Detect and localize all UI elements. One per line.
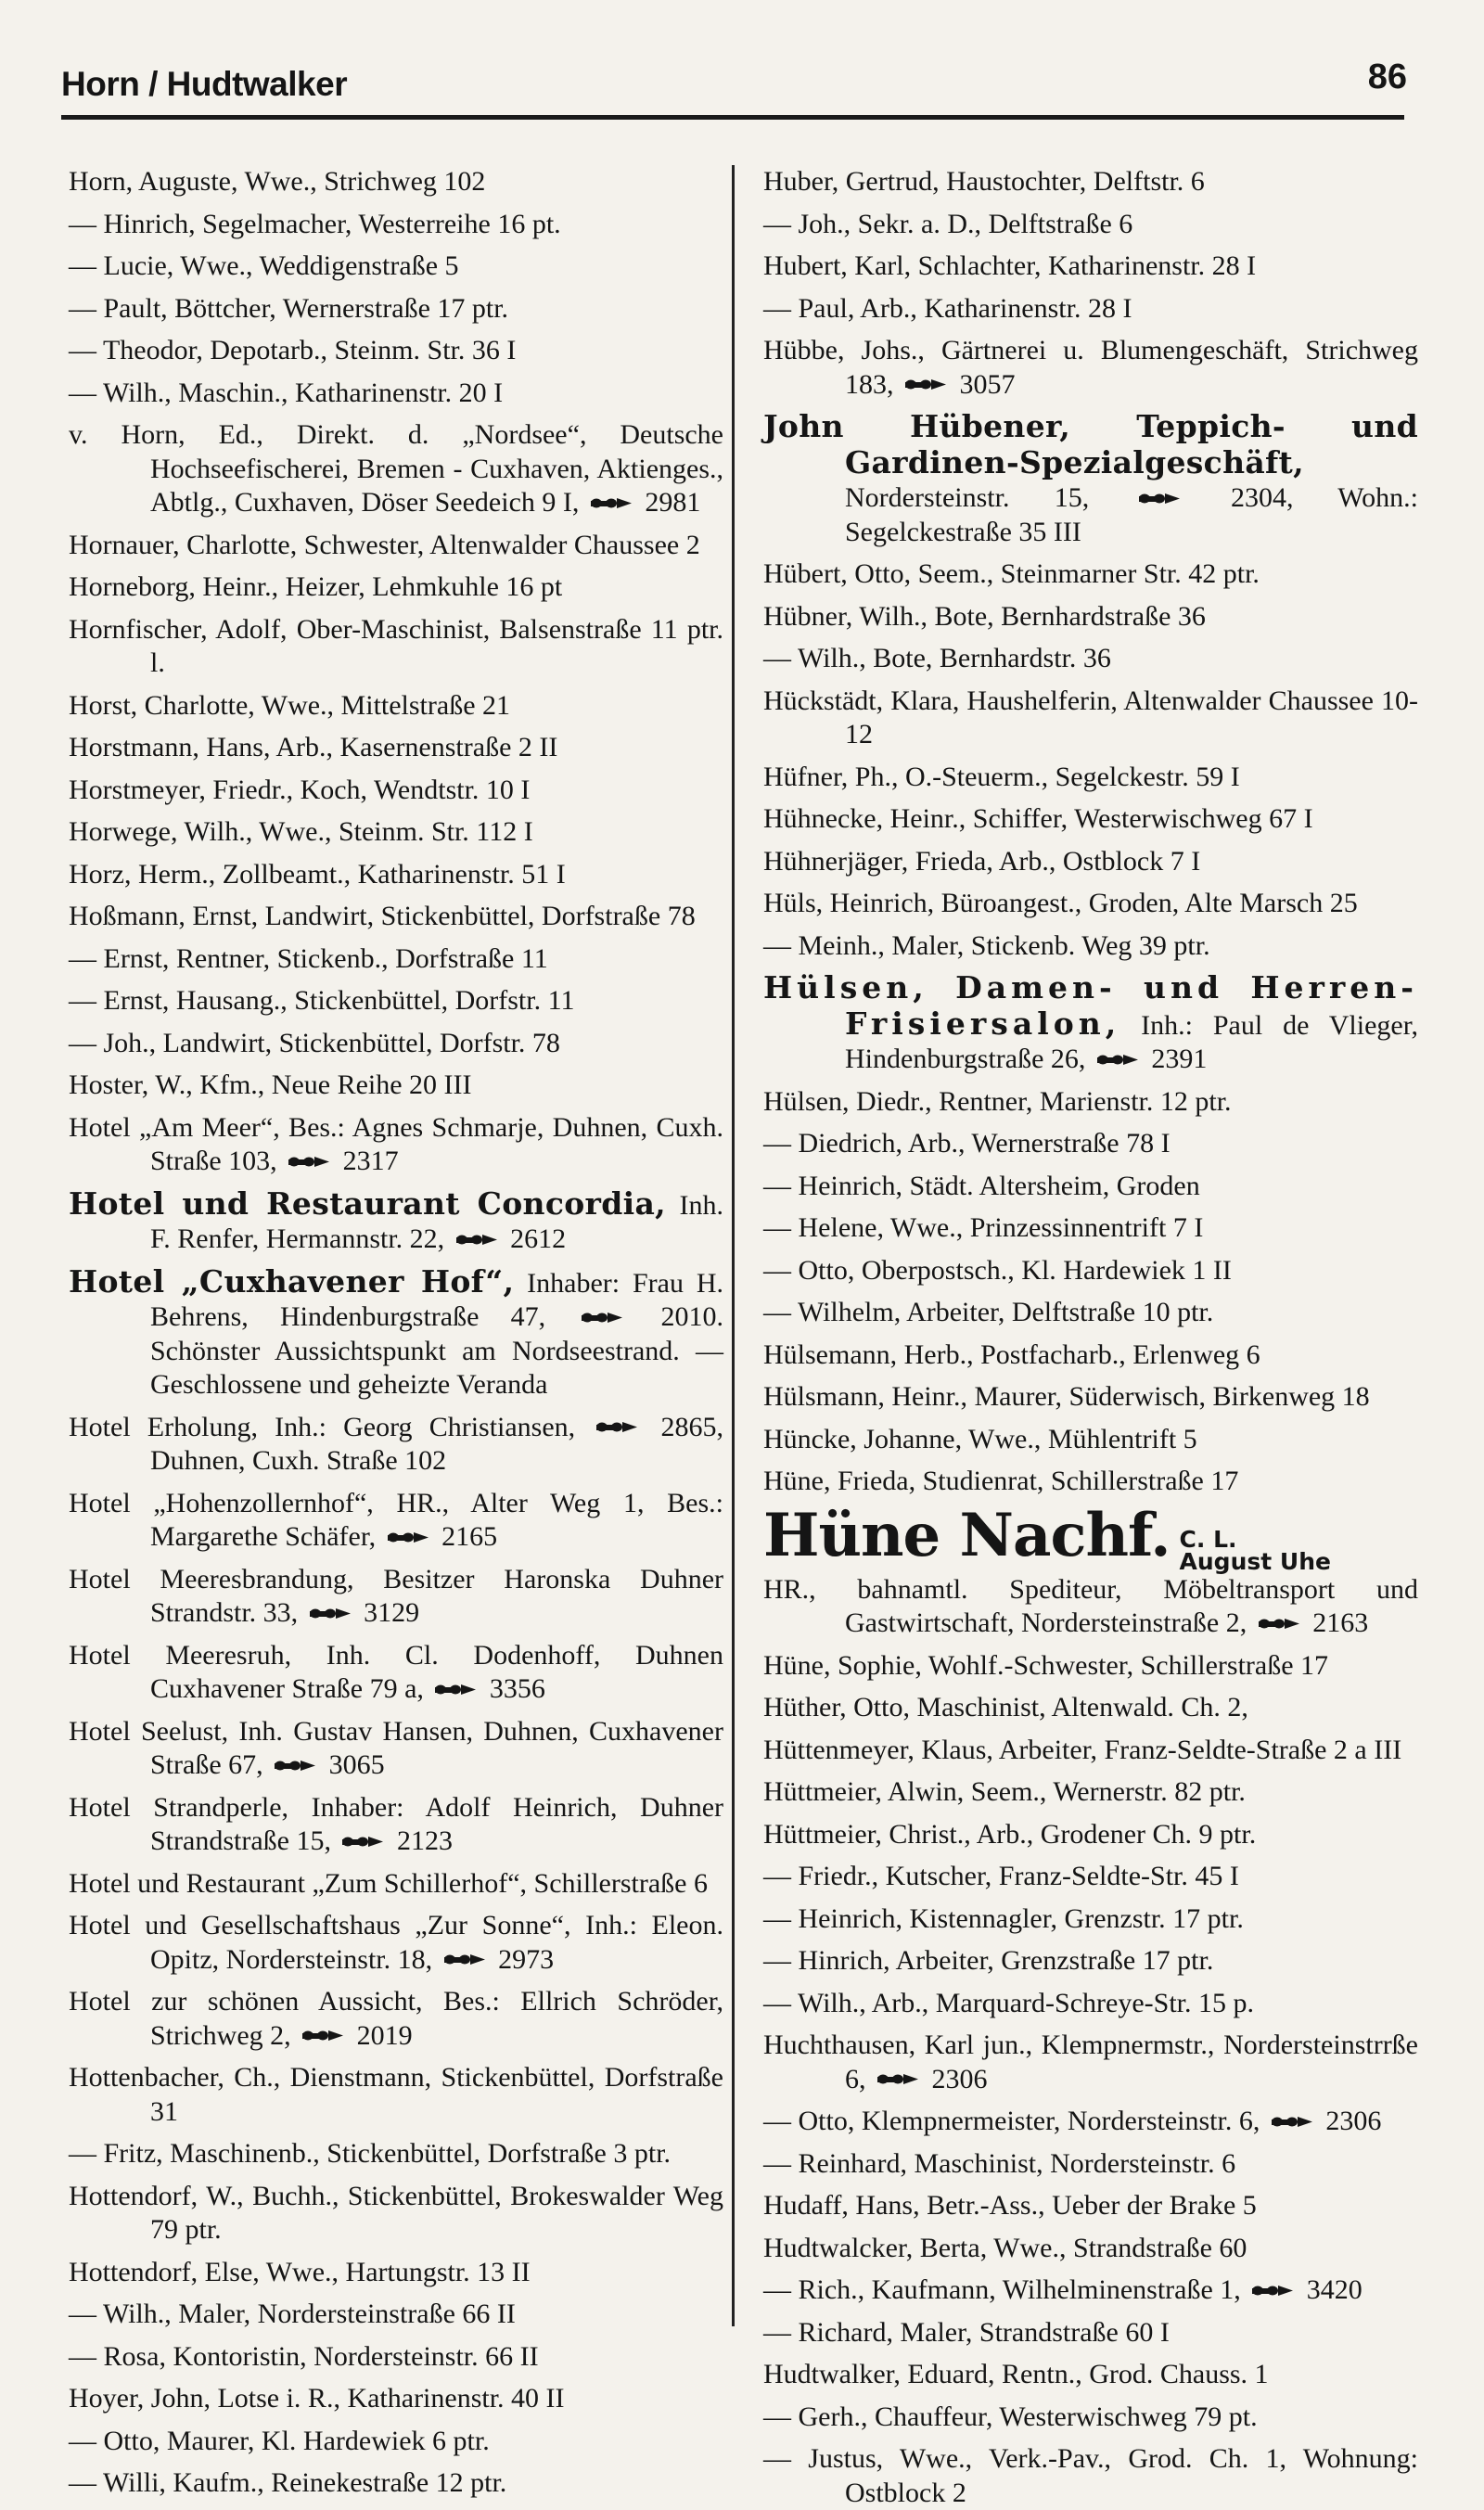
telephone-icon [876, 2073, 919, 2085]
directory-entry: Hüls, Heinrich, Büroangest., Groden, Alte Marsch 25 [763, 888, 1358, 918]
telephone-icon [288, 1156, 330, 1168]
directory-entry: Hotel Meeresruh, Inh. Cl. Dodenhoff, Duhnen Cuxhavener Straße 79 a, 3356 [69, 1639, 723, 1704]
directory-entry: Hübner, Wilh., Bote, Bernhardstraße 36 [763, 600, 1206, 632]
right-column [763, 165, 1418, 2510]
directory-entry: — Wilh., Bote, Bernhardstr. 36 [763, 643, 1111, 673]
directory-entry: Hoster, W., Kfm., Neue Reihe 20 III [69, 1069, 472, 1100]
telephone-icon [455, 1234, 498, 1246]
directory-entry: Huchthausen, Karl jun., Klempnermstr., Nordersteinstrrße 6, 2306 [763, 2030, 1418, 2094]
directory-entry: — Otto, Klempnermeister, Nordersteinstr. 6, 2306 [763, 2106, 1382, 2136]
directory-entry: — Wilh., Maschin., Katharinenstr. 20 I [69, 377, 504, 408]
directory-entry: Hüne, Sophie, Wohlf.-Schwester, Schillerstraße 17 [763, 1649, 1329, 1681]
directory-entry: Hotel Seelust, Inh. Gustav Hansen, Duhnen, Cuxhavener Straße 67, 3065 [69, 1715, 723, 1780]
directory-entry: Hudtwalker, Eduard, Rentn., Grod. Chauss. 1 [763, 2359, 1269, 2389]
telephone-icon [1096, 1054, 1139, 1066]
directory-entry: Hühnecke, Heinr., Schiffer, Westerwischweg 67 I [763, 803, 1313, 834]
directory-entry: — Ernst, Hausang., Stickenbüttel, Dorfstr. 11 [69, 985, 575, 1016]
directory-entry: — Pault, Böttcher, Wernerstraße 17 ptr. [69, 292, 509, 324]
directory-entry: Hühnerjäger, Frieda, Arb., Ostblock 7 I [763, 845, 1201, 877]
directory-entry: Hotel zur schönen Aussicht, Bes.: Ellrich Schröder, Strichweg 2, 2019 [69, 1986, 723, 2051]
directory-entry: v. Horn, Ed., Direkt. d. „Nordsee“, Deutsche Hochseefischerei, Bremen - Cuxhaven, Aktienges., Abtlg., Cuxhaven, Döser Seedeich 9 I, 2981 [69, 419, 723, 518]
telephone-icon [274, 1760, 316, 1772]
directory-entry: Hoßmann, Ernst, Landwirt, Stickenbüttel, Dorfstraße 78 [69, 901, 696, 931]
directory-entry: Hüne, Frieda, Studienrat, Schillerstraße 17 [763, 1466, 1239, 1496]
directory-entry: Hüttenmeyer, Klaus, Arbeiter, Franz-Seldte-Straße 2 a III [763, 1734, 1402, 1765]
directory-entry: — Wilhelm, Arbeiter, Delftstraße 10 ptr. [763, 1297, 1214, 1327]
directory-entry: Hotel und Gesellschaftshaus „Zur Sonne“, Inh.: Eleon. Opitz, Nordersteinstr. 18, 2973 [69, 1910, 723, 1975]
directory-entry: Hubert, Karl, Schlachter, Katharinenstr. 28 I [763, 250, 1257, 281]
advertisement-details: HR., bahnamtl. Spediteur, Möbeltransport und Gastwirtschaft, Nordersteinstraße 2, 2163 [763, 1573, 1418, 1638]
directory-entry: — Meinh., Maler, Stickenb. Weg 39 ptr. [763, 929, 1210, 961]
column-divider [732, 165, 735, 2326]
directory-entry: Hübert, Otto, Seem., Steinmarner Str. 42 ptr. [763, 558, 1260, 589]
advertisement-entry [763, 1500, 1418, 1575]
directory-entry: — Lucie, Wwe., Weddigenstraße 5 [69, 250, 459, 281]
directory-entry: — Joh., Sekr. a. D., Delftstraße 6 [763, 208, 1133, 239]
directory-entry: Hottendorf, Else, Wwe., Hartungstr. 13 II [69, 2256, 531, 2287]
directory-entry: — Rosa, Kontoristin, Nordersteinstr. 66 II [69, 2340, 539, 2372]
telephone-icon [904, 378, 947, 391]
directory-entry: Hüttmeier, Christ., Arb., Grodener Ch. 9 ptr. [763, 1818, 1257, 1850]
advertisement-entry: Hülsen, Damen- und Herren-Frisiersalon, Inh.: Paul de Vlieger, Hindenburgstraße 26, 2391 [763, 969, 1418, 1074]
directory-entry: Hornfischer, Adolf, Ober-Maschinist, Balsenstraße 11 ptr. l. [69, 613, 723, 678]
directory-entry: Horstmeyer, Friedr., Koch, Wendtstr. 10 I [69, 774, 531, 805]
left-column [69, 165, 723, 2501]
directory-entry: Hüncke, Johanne, Wwe., Mühlentrift 5 [763, 1423, 1197, 1454]
directory-entry: Hotel „Am Meer“, Bes.: Agnes Schmarje, Duhnen, Cuxh. Straße 103, 2317 [69, 1111, 723, 1176]
directory-entry: — Theodor, Depotarb., Steinm. Str. 36 I [69, 335, 517, 365]
page-number: 86 [1367, 58, 1407, 96]
telephone-icon [581, 1312, 623, 1324]
telephone-icon [309, 1607, 352, 1620]
directory-entry: Hornauer, Charlotte, Schwester, Altenwalder Chaussee 2 [69, 529, 700, 560]
business-name: Hotel „Cuxhavener Hof“, [69, 1262, 515, 1300]
advertisement-entry: Hotel und Restaurant Concordia, Inh. F. Renfer, Hermannstr. 22, 2612 [69, 1185, 724, 1254]
telephone-icon [1258, 1618, 1300, 1630]
directory-entry: Horstmann, Hans, Arb., Kasernenstraße 2 II [69, 732, 558, 762]
directory-entry: Hüfner, Ph., O.-Steuerm., Segelckestr. 59 I [763, 761, 1240, 792]
directory-entry: Hudaff, Hans, Betr.-Ass., Ueber der Brake 5 [763, 2190, 1257, 2221]
directory-entry: Hoyer, John, Lotse i. R., Katharinenstr. 40 II [69, 2383, 565, 2414]
advertisement-entry: John Hübener, Teppich- und Gardinen-Spezialgeschäft, Nordersteinstr. 15, 2304, Wohn.: Segelckestraße 35 III [763, 408, 1418, 547]
telephone-icon [387, 1531, 429, 1543]
page-header-title: Horn / Hudtwalker [61, 65, 348, 103]
directory-entry: — Friedr., Kutscher, Franz-Seldte-Str. 45 I [763, 1861, 1239, 1891]
telephone-icon [1138, 493, 1181, 505]
header-rule [61, 115, 1404, 120]
directory-entry: — Wilh., Arb., Marquard-Schreye-Str. 15 p. [763, 1987, 1254, 2018]
directory-entry: Hotel „Hohenzollernhof“, HR., Alter Weg 1, Bes.: Margarethe Schäfer, 2165 [69, 1487, 723, 1552]
directory-entry: Horst, Charlotte, Wwe., Mittelstraße 21 [69, 689, 511, 721]
directory-entry: Hottenbacher, Ch., Dienstmann, Stickenbüttel, Dorfstraße 31 [69, 2062, 723, 2127]
directory-entry: — Rich., Kaufmann, Wilhelminenstraße 1, 3420 [763, 2274, 1362, 2305]
directory-entry: — Wilh., Maler, Nordersteinstraße 66 II [69, 2299, 516, 2329]
directory-entry: Hotel und Restaurant „Zum Schillerhof“, Schillerstraße 6 [69, 1867, 708, 1899]
directory-entry: — Hinrich, Arbeiter, Grenzstraße 17 ptr. [763, 1945, 1214, 1976]
directory-entry: — Gerh., Chauffeur, Westerwischweg 79 pt. [763, 2401, 1258, 2432]
telephone-icon [595, 1421, 638, 1433]
directory-entry: Hotel Erholung, Inh.: Georg Christiansen, 2865, Duhnen, Cuxh. Straße 102 [69, 1411, 724, 1476]
directory-entry: — Richard, Maler, Strandstraße 60 I [763, 2316, 1170, 2348]
directory-entry: Horn, Auguste, Wwe., Strichweg 102 [69, 166, 486, 197]
directory-entry: Hüther, Otto, Maschinist, Altenwald. Ch. 2, [763, 1692, 1248, 1722]
directory-entry: Hotel Strandperle, Inhaber: Adolf Heinrich, Duhner Strandstraße 15, 2123 [69, 1791, 723, 1856]
directory-entry: — Reinhard, Maschinist, Nordersteinstr. 6 [763, 2147, 1236, 2179]
directory-entry: Hückstädt, Klara, Haushelferin, Altenwalder Chaussee 10-12 [763, 685, 1418, 749]
telephone-icon [341, 1836, 384, 1848]
directory-entry: Hülsmann, Heinr., Maurer, Süderwisch, Birkenweg 18 [763, 1381, 1370, 1412]
directory-entry: — Ernst, Rentner, Stickenb., Dorfstraße 11 [69, 942, 548, 974]
telephone-icon [434, 1684, 477, 1696]
directory-entry: Horneborg, Heinr., Heizer, Lehmkuhle 16 pt [69, 571, 563, 602]
company-name: Hüne Nachf. [763, 1500, 1171, 1570]
directory-entry: — Willi, Kaufm., Reinekestraße 12 ptr. [69, 2467, 507, 2498]
telephone-icon [1271, 2116, 1313, 2128]
company-owner: C. L. August Uhe [1179, 1525, 1331, 1575]
directory-entry: — Hinrich, Segelmacher, Westerreihe 16 pt. [69, 208, 561, 239]
directory-entry: Hülsen, Diedr., Rentner, Marienstr. 12 ptr. [763, 1085, 1232, 1117]
telephone-icon [443, 1953, 486, 1966]
directory-entry: — Fritz, Maschinenb., Stickenbüttel, Dorfstraße 3 ptr. [69, 2138, 672, 2169]
directory-entry: — Otto, Oberpostsch., Kl. Hardewiek 1 II [763, 1254, 1232, 1286]
directory-entry: — Helene, Wwe., Prinzessinnentrift 7 I [763, 1212, 1204, 1243]
telephone-icon [301, 2030, 344, 2042]
directory-entry: — Joh., Landwirt, Stickenbüttel, Dorfstr. 78 [69, 1027, 560, 1058]
directory-entry: — Justus, Wwe., Verk.-Pav., Grod. Ch. 1, Wohnung: Ostblock 2 [763, 2443, 1418, 2508]
directory-entry: — Heinrich, Kistennagler, Grenzstr. 17 ptr. [763, 1902, 1244, 1934]
business-name: Hotel und Restaurant Concordia, [69, 1185, 666, 1222]
directory-entry: Hübbe, Johs., Gärtnerei u. Blumengeschäft, Strichweg 183, 3057 [763, 335, 1418, 400]
business-name: John Hübener, Teppich- und Gardinen-Spezialgeschäft, [763, 408, 1418, 480]
directory-entry: — Heinrich, Städt. Altersheim, Groden [763, 1170, 1200, 1201]
directory-entry: — Otto, Maurer, Kl. Hardewiek 6 ptr. [69, 2425, 490, 2456]
telephone-icon [1251, 2285, 1294, 2297]
directory-entry: Huber, Gertrud, Haustochter, Delftstr. 6 [763, 166, 1205, 197]
business-name: Hülsen, Damen- und Herren-Frisiersalon, [763, 969, 1418, 1042]
directory-entry: Hüttmeier, Alwin, Seem., Wernerstr. 82 ptr. [763, 1776, 1246, 1807]
directory-entry: Hotel Meeresbrandung, Besitzer Haronska Duhner Strandstr. 33, 3129 [69, 1563, 723, 1628]
advertisement-entry: Hotel „Cuxhavener Hof“, Inhaber: Frau H. Behrens, Hindenburgstraße 47, 2010. Schönster Aussichtspunkt am Nordseestrand. — Geschlossene und geheizte Veranda [69, 1262, 724, 1400]
directory-entry: Hülsemann, Herb., Postfacharb., Erlenweg 6 [763, 1338, 1260, 1370]
directory-entry: — Diedrich, Arb., Wernerstraße 78 I [763, 1128, 1171, 1159]
directory-entry: — Paul, Arb., Katharinenstr. 28 I [763, 292, 1132, 324]
directory-entry: Horwege, Wilh., Wwe., Steinm. Str. 112 I [69, 816, 533, 847]
directory-entry: Hudtwalcker, Berta, Wwe., Strandstraße 60 [763, 2232, 1247, 2263]
directory-entry: Horz, Herm., Zollbeamt., Katharinenstr. 51 I [69, 858, 566, 890]
telephone-icon [590, 497, 633, 509]
directory-entry: Hottendorf, W., Buchh., Stickenbüttel, Brokeswalder Weg 79 ptr. [69, 2180, 723, 2245]
